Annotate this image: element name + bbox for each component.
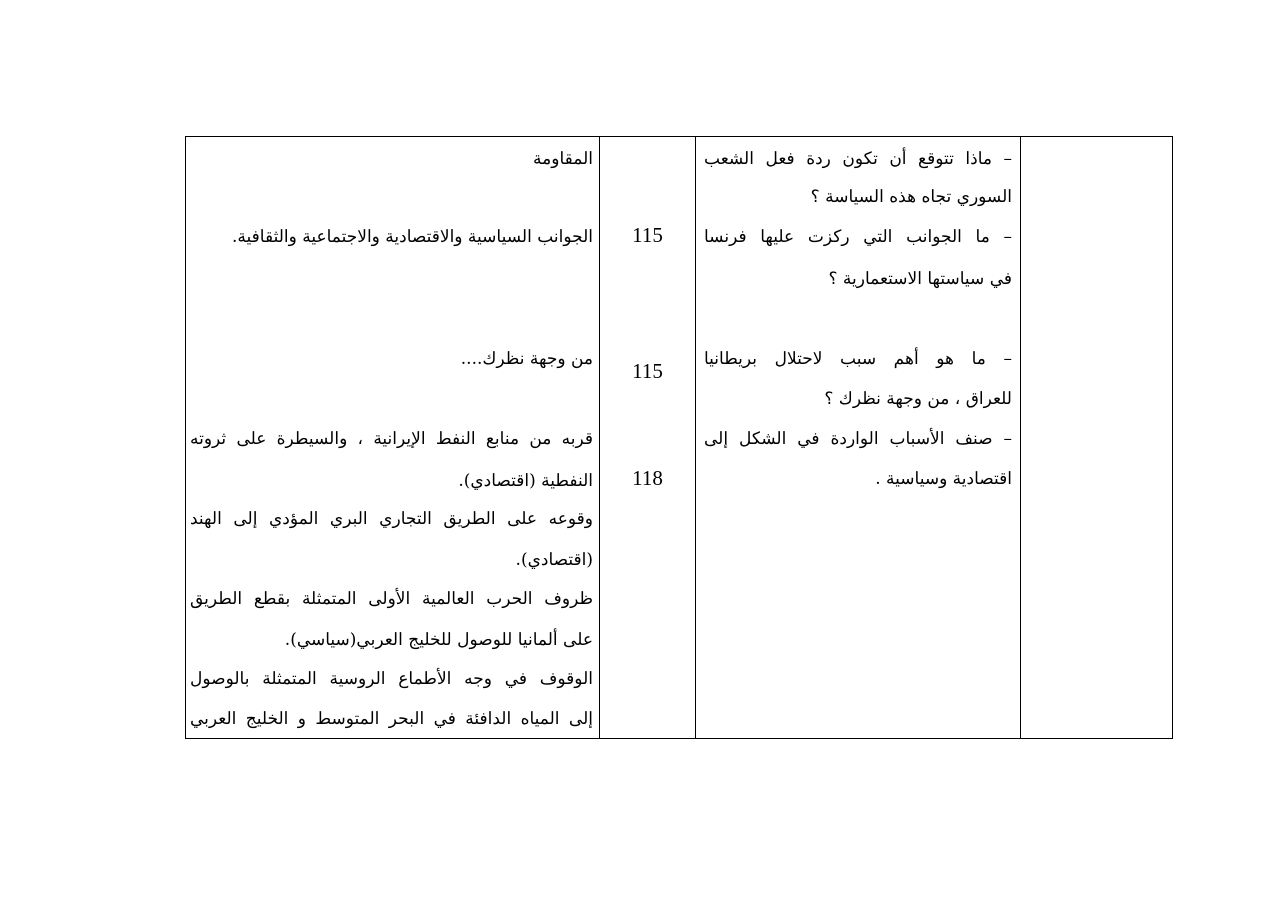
answer-line: (اقتصادي). [515,550,593,570]
answer-line: ظروف الحرب العالمية الأولى المتمثلة بقطع الطريق [190,589,593,609]
answer-line: المقاومة [533,149,593,169]
question-line: – ماذا تتوقع أن تكون ردة فعل الشعب [704,149,1012,169]
answer-line: على ألمانيا للوصول للخليج العربي(سياسي). [284,630,593,650]
answer-line: إلى المياه الدافئة في البحر المتوسط و الخليج العربي [190,709,593,729]
page-number: 115 [632,359,663,383]
answer-line: قربه من منابع النفط الإيرانية ، والسيطرة على ثروته [190,429,593,449]
answer-line: الوقوف في وجه الأطماع الروسية المتمثلة بالوصول [190,669,593,689]
answer-line: الجوانب السياسية والاقتصادية والاجتماعية والثقافية. [232,227,593,247]
answer-line: وقوعه على الطريق التجاري البري المؤدي إلى الهند [190,509,593,529]
blank-column [1020,137,1172,738]
question-line: – صنف الأسباب الواردة في الشكل إلى [704,429,1012,449]
question-line: اقتصادية وسياسية . [875,469,1012,489]
question-line: – ما الجوانب التي ركزت عليها فرنسا [704,227,1012,247]
page-numbers-column [599,137,695,738]
answers-column [184,137,599,738]
question-line: للعراق ، من وجهة نظرك ؟ [824,389,1012,409]
page-number: 118 [632,466,663,490]
page-number: 115 [632,223,663,247]
answer-line: من وجهة نظرك.... [460,349,593,369]
lesson-table [185,136,1173,739]
question-line: السوري تجاه هذه السياسة ؟ [810,187,1012,207]
question-line: في سياستها الاستعمارية ؟ [828,269,1012,289]
answer-line: النفطية (اقتصادي). [458,471,593,491]
questions-column [695,137,1020,738]
question-line: – ما هو أهم سبب لاحتلال بريطانيا [704,349,1012,369]
